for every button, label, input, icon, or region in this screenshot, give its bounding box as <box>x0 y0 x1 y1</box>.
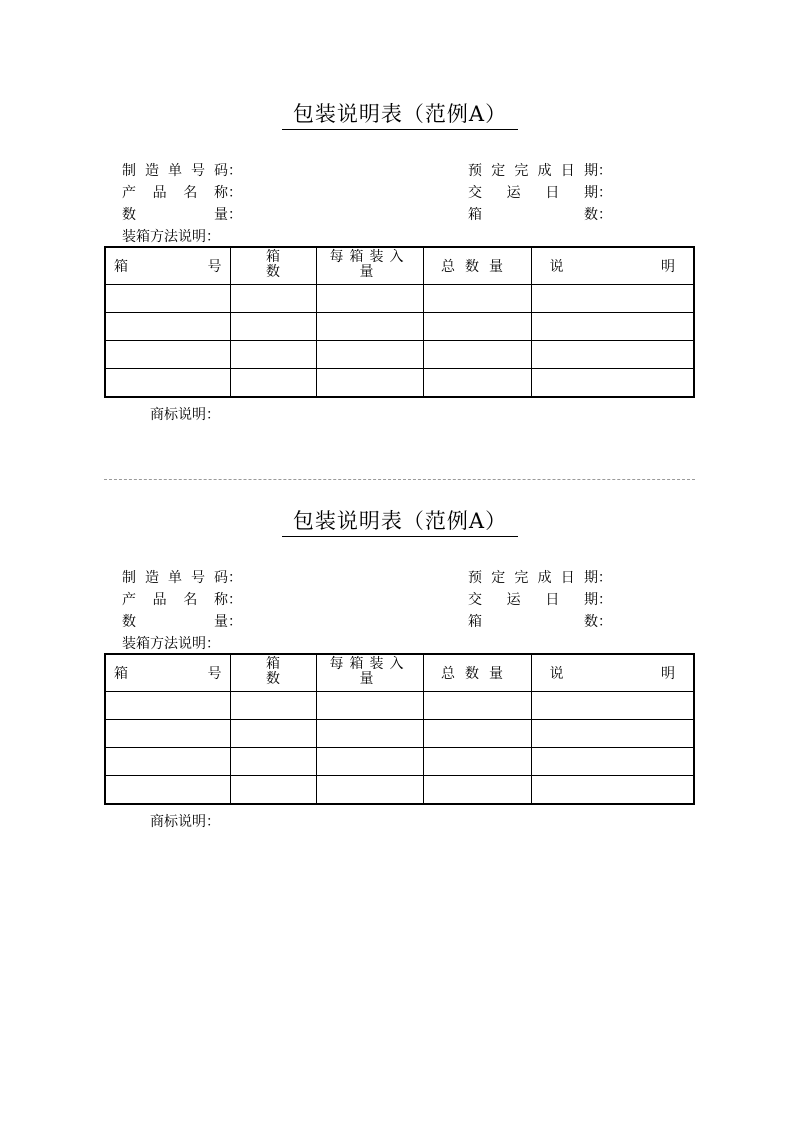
table-row <box>105 369 694 398</box>
packing-method-label: 装箱方法说明： <box>122 636 220 652</box>
form-title: 包装说明表（范例A） <box>282 100 518 130</box>
packing-form-1 <box>0 100 800 423</box>
table-row <box>105 313 694 341</box>
ship-date-label: 交 运 日 期： <box>468 592 612 608</box>
header-boxes: 箱 数 <box>230 654 316 692</box>
table-row <box>105 748 694 776</box>
product-name-label: 产 品 名 称： <box>122 185 242 201</box>
quantity-label: 数 量： <box>122 614 242 630</box>
due-date-label: 预 定 完 成 日 期： <box>468 163 612 179</box>
ship-date-label: 交 运 日 期： <box>468 185 612 201</box>
packing-form-2 <box>0 507 800 830</box>
trademark-label: 商标说明： <box>150 407 220 423</box>
table-row <box>105 720 694 748</box>
header-note: 说 明 <box>531 654 694 692</box>
separator-dashed-line <box>104 479 695 480</box>
header-total: 总数量 <box>423 247 531 285</box>
trademark-label: 商标说明： <box>150 814 220 830</box>
table-row <box>105 692 694 720</box>
table-header-row <box>105 654 694 692</box>
order-no-label: 制 造 单 号 码： <box>122 163 242 179</box>
due-date-label: 预 定 完 成 日 期： <box>468 570 612 586</box>
box-count-label: 箱 数： <box>468 614 612 630</box>
packing-table <box>104 653 695 805</box>
header-box-no: 箱 号 <box>105 654 230 692</box>
box-count-label: 箱 数： <box>468 207 612 223</box>
packing-table <box>104 246 695 398</box>
header-total: 总数量 <box>423 654 531 692</box>
table-header-row <box>105 247 694 285</box>
table-row <box>105 776 694 805</box>
header-per-box: 每箱装入 量 <box>316 654 423 692</box>
header-note: 说 明 <box>531 247 694 285</box>
table-row <box>105 285 694 313</box>
product-name-label: 产 品 名 称： <box>122 592 242 608</box>
header-per-box: 每箱装入 量 <box>316 247 423 285</box>
form-title: 包装说明表（范例A） <box>282 507 518 537</box>
packing-method-label: 装箱方法说明： <box>122 229 220 245</box>
order-no-label: 制 造 单 号 码： <box>122 570 242 586</box>
header-boxes: 箱 数 <box>230 247 316 285</box>
header-box-no: 箱 号 <box>105 247 230 285</box>
quantity-label: 数 量： <box>122 207 242 223</box>
table-row <box>105 341 694 369</box>
